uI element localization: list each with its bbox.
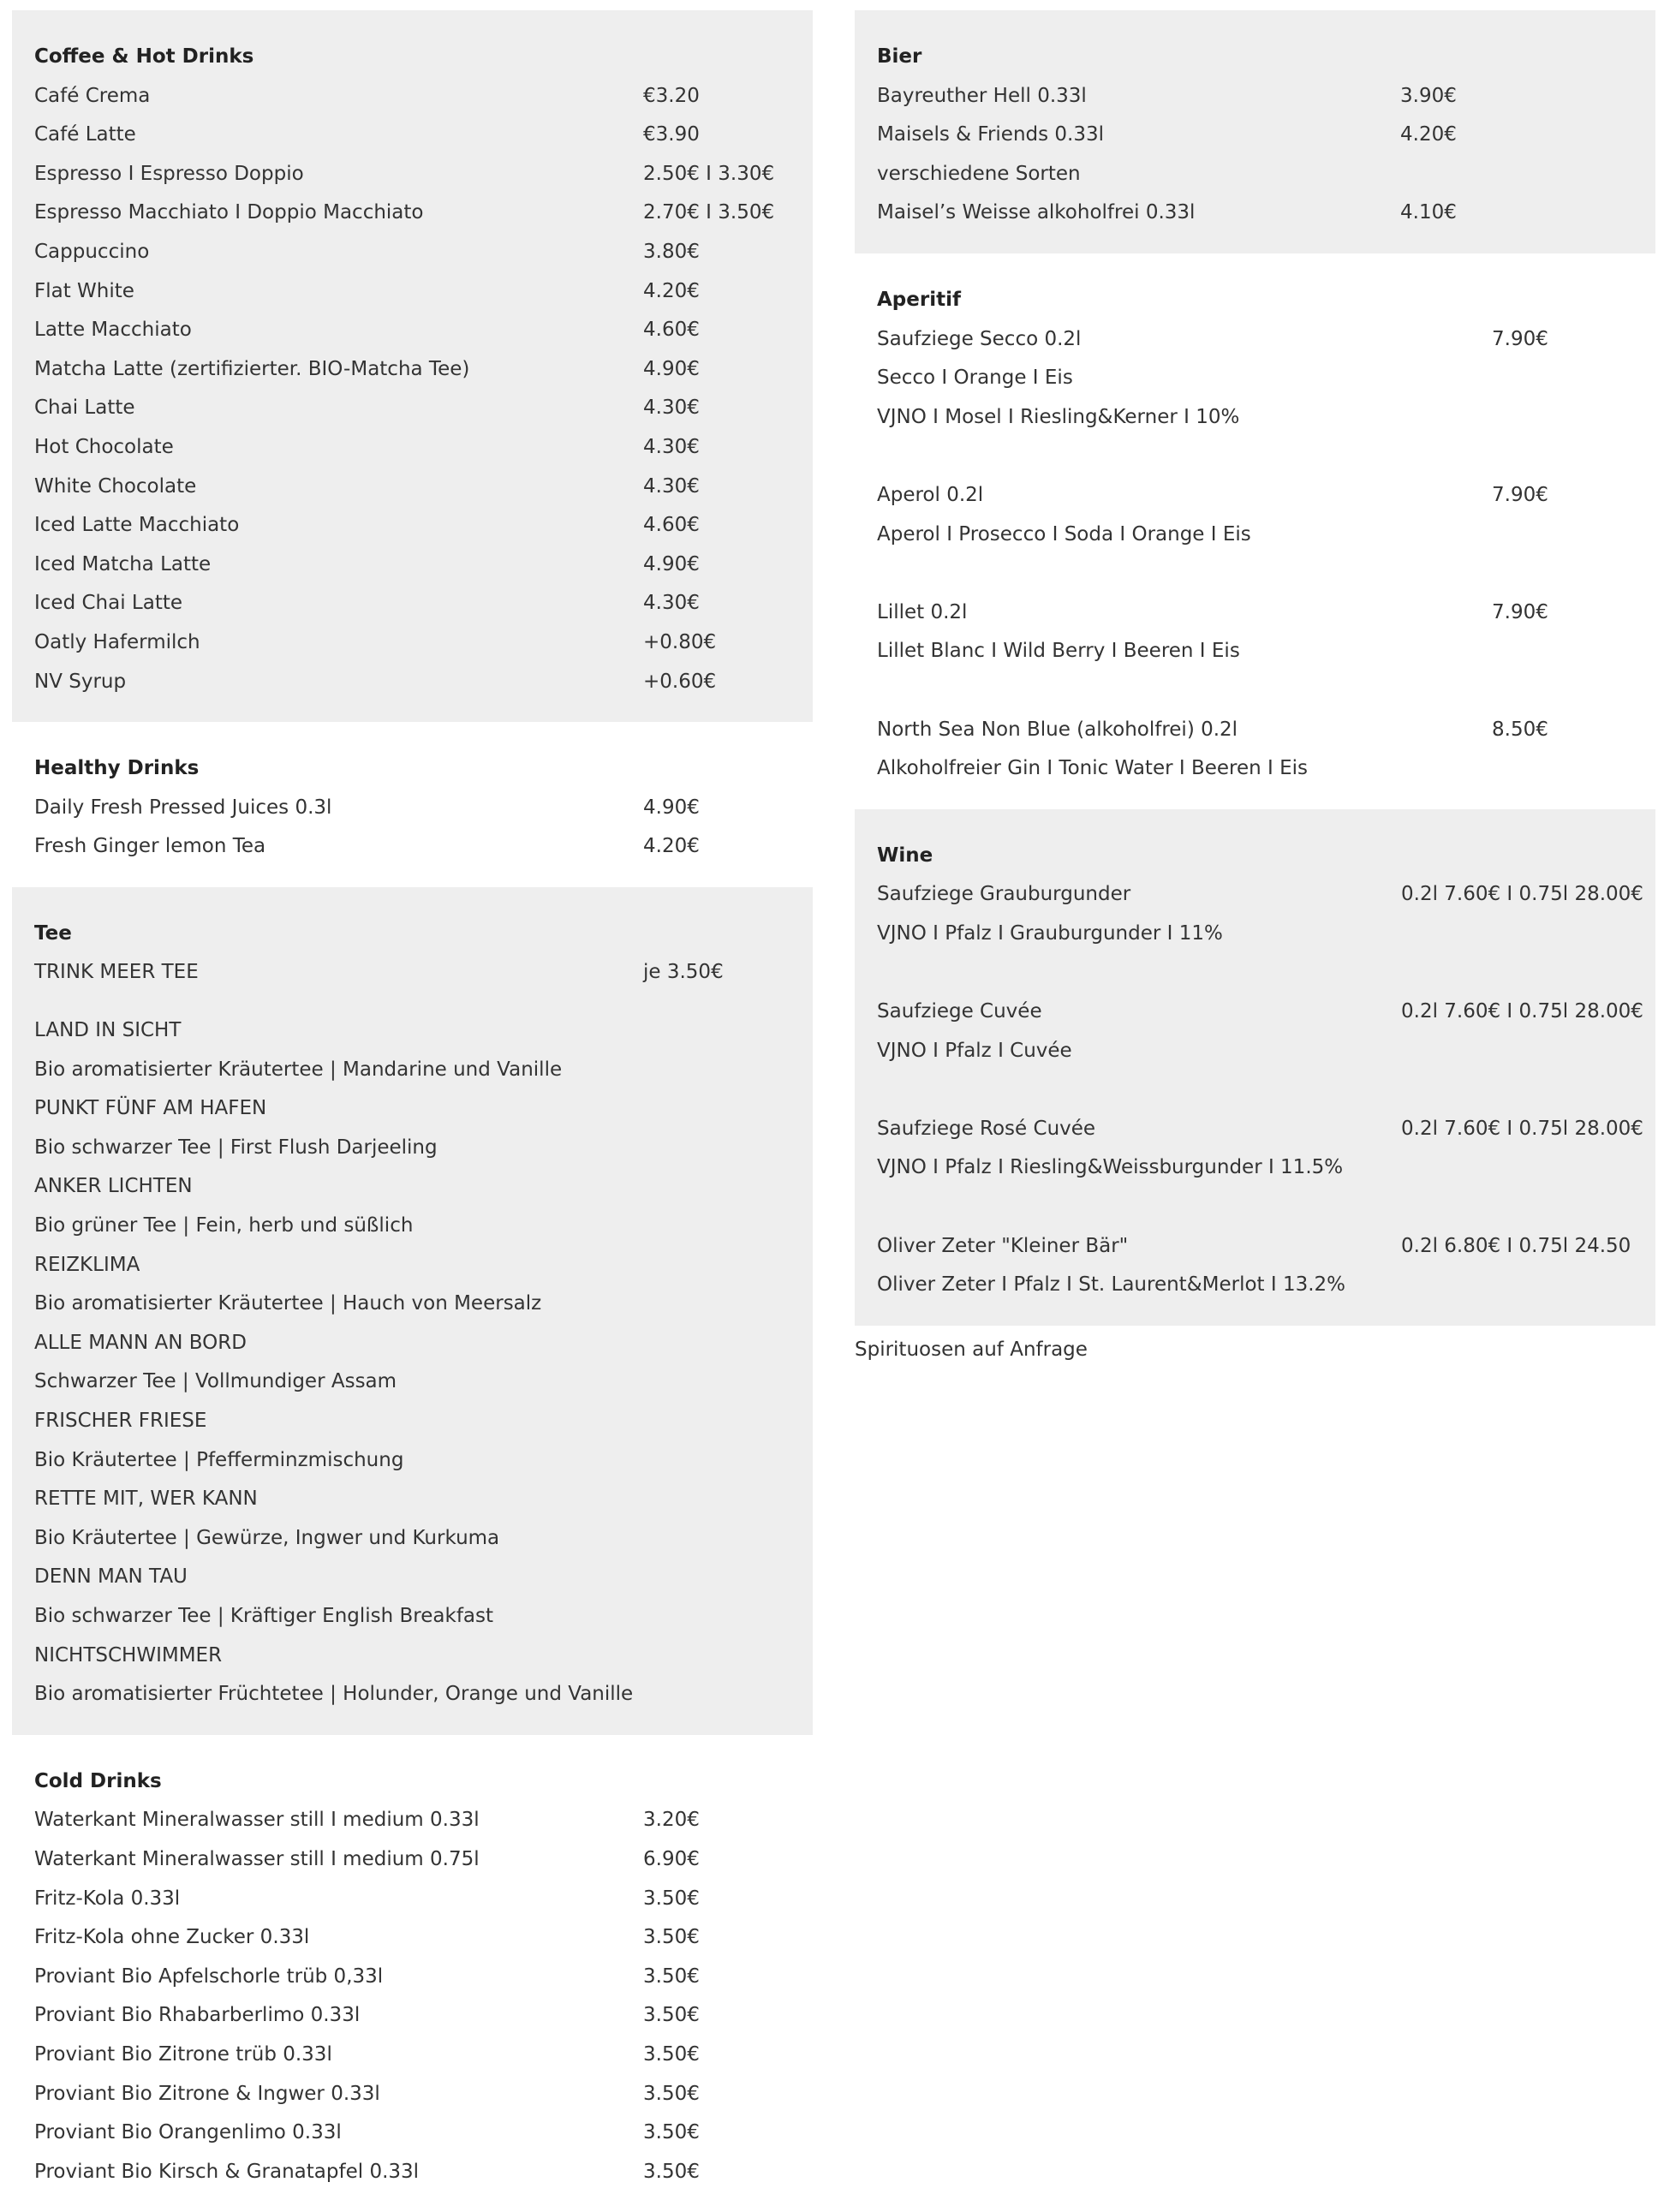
item-name: Bio Kräutertee | Pfefferminzmischung <box>34 1448 404 1471</box>
item-price: 4.60€ <box>643 319 700 342</box>
section-title: Cold Drinks <box>34 1769 162 1792</box>
item-name: DENN MAN TAU <box>34 1565 188 1589</box>
menu-item <box>34 389 790 428</box>
menu-item <box>34 350 790 390</box>
item-name: ALLE MANN AN BORD <box>34 1331 247 1354</box>
menu-item <box>877 711 1633 750</box>
item-name: Bio Kräutertee | Gewürze, Ingwer und Kurkuma <box>34 1526 500 1549</box>
menu-item <box>34 1011 790 1051</box>
menu-item <box>34 77 790 116</box>
spacer <box>877 437 1633 476</box>
item-price: 2.70€ I 3.50€ <box>643 201 775 224</box>
item-price: €3.20 <box>643 84 700 107</box>
menu-item <box>34 2114 790 2153</box>
menu-item <box>34 155 790 194</box>
item-price: 4.30€ <box>643 474 700 498</box>
item-name: Oliver Zeter "Kleiner Bär" <box>877 1234 1129 1257</box>
item-price: 6.90€ <box>643 1847 700 1870</box>
item-price: 7.90€ <box>1492 483 1548 506</box>
item-name: Oliver Zeter I Pfalz I St. Laurent&Merlot I 13.2% <box>877 1273 1346 1297</box>
item-name: North Sea Non Blue (alkoholfrei) 0.2l <box>877 718 1238 741</box>
menu-item <box>34 1958 790 1997</box>
item-price: 3.50€ <box>643 2160 700 2183</box>
menu-item <box>34 1051 790 1090</box>
item-name: Saufziege Cuvée <box>877 1000 1042 1023</box>
menu-item <box>877 749 1633 789</box>
menu-item <box>34 1637 790 1676</box>
item-name: Bio aromatisierter Früchtetee | Holunder, Orange und Vanille <box>34 1683 634 1706</box>
menu-item <box>34 546 790 585</box>
menu-item <box>877 1110 1643 1149</box>
item-price: €3.90 <box>643 123 700 146</box>
item-name: Latte Macchiato <box>34 319 192 342</box>
item-price: 3.80€ <box>643 240 700 263</box>
item-price: 4.20€ <box>643 279 700 302</box>
item-price: 4.20€ <box>1400 123 1457 146</box>
item-name: Aperol I Prosecco I Soda I Orange I Eis <box>877 522 1251 546</box>
menu-item <box>34 1519 790 1559</box>
item-name: Saufziege Grauburgunder <box>877 883 1131 906</box>
footer-note: Spirituosen auf Anfrage <box>855 1338 1088 1361</box>
item-name: verschiedene Sorten <box>877 162 1081 185</box>
right-column <box>855 10 1655 1369</box>
item-name: RETTE MIT, WER KANN <box>34 1488 258 1511</box>
menu-item <box>34 311 790 350</box>
item-price: 0.2l 7.60€ I 0.75l 28.00€ <box>1401 883 1643 906</box>
item-name: Cappuccino <box>34 240 150 263</box>
item-name: White Chocolate <box>34 474 197 498</box>
section-title: Aperitif <box>877 288 961 311</box>
item-name: Proviant Bio Zitrone & Ingwer 0.33l <box>34 2082 380 2105</box>
item-name: REIZKLIMA <box>34 1253 140 1276</box>
item-price: 4.20€ <box>643 835 700 858</box>
item-price: 4.90€ <box>643 796 700 819</box>
section-title: Healthy Drinks <box>34 757 200 780</box>
item-name: Bayreuther Hell 0.33l <box>877 84 1087 107</box>
item-name: Oatly Hafermilch <box>34 630 200 653</box>
menu-item <box>877 359 1633 398</box>
menu-item <box>877 875 1643 915</box>
item-name: Proviant Bio Apfelschorle trüb 0,33l <box>34 1965 384 1988</box>
menu-item <box>877 915 1633 954</box>
item-name: Proviant Bio Orangenlimo 0.33l <box>34 2121 342 2144</box>
item-price: 3.50€ <box>643 1965 700 1988</box>
menu-item <box>34 789 790 828</box>
item-price: 3.20€ <box>643 1809 700 1832</box>
menu-item <box>34 1207 790 1246</box>
left-column <box>12 10 813 2212</box>
menu-item <box>34 233 790 272</box>
item-name: Café Crema <box>34 84 151 107</box>
menu-item <box>34 1129 790 1168</box>
menu-item <box>34 1167 790 1207</box>
section-cold-drinks <box>12 1735 813 2212</box>
item-price: 4.90€ <box>643 552 700 575</box>
menu-item <box>34 663 790 702</box>
item-price: 4.60€ <box>643 514 700 537</box>
item-name: Matcha Latte (zertifizierter. BIO-Matcha Tee) <box>34 357 470 380</box>
item-name: Alkoholfreier Gin I Tonic Water I Beeren I Eis <box>877 757 1309 780</box>
item-name: PUNKT FÜNF AM HAFEN <box>34 1097 267 1120</box>
item-name: LAND IN SICHT <box>34 1019 182 1042</box>
item-name: Daily Fresh Pressed Juices 0.3l <box>34 796 332 819</box>
item-price: 4.30€ <box>643 592 700 615</box>
menu-item <box>877 155 1633 194</box>
item-name: Aperol 0.2l <box>877 483 984 506</box>
item-price: 3.50€ <box>643 1887 700 1910</box>
item-name: Hot Chocolate <box>34 435 174 458</box>
section-aperitif <box>855 253 1655 809</box>
item-name: FRISCHER FRIESE <box>34 1410 207 1432</box>
menu-item <box>34 623 790 663</box>
item-price: 0.2l 7.60€ I 0.75l 28.00€ <box>1401 1000 1643 1023</box>
menu-item <box>877 1227 1633 1267</box>
item-name: VJNO I Pfalz I Grauburgunder I 11% <box>877 921 1223 945</box>
item-name: ANKER LICHTEN <box>34 1175 193 1198</box>
item-name: Fritz-Kola 0.33l <box>34 1887 181 1910</box>
item-price: 3.50€ <box>643 1926 700 1949</box>
menu-item <box>877 516 1633 555</box>
item-price: 4.30€ <box>643 435 700 458</box>
item-price: 3.50€ <box>643 2004 700 2027</box>
menu-item <box>877 116 1633 155</box>
section-title: Tee <box>34 921 72 945</box>
item-price: +0.80€ <box>643 630 717 653</box>
menu-item <box>34 1801 790 1840</box>
menu-item <box>34 1880 790 1919</box>
item-name: Waterkant Mineralwasser still I medium 0.75l <box>34 1847 480 1870</box>
menu-item <box>34 953 790 993</box>
item-name: Maisel’s Weisse alkoholfrei 0.33l <box>877 201 1196 224</box>
menu-item <box>877 1266 1633 1305</box>
menu-item <box>34 194 790 233</box>
item-price: 7.90€ <box>1492 327 1548 350</box>
item-name: Bio aromatisierter Kräutertee | Mandarine und Vanille <box>34 1058 563 1081</box>
menu-item <box>877 476 1633 516</box>
spacer <box>877 1070 1633 1110</box>
item-name: Proviant Bio Zitrone trüb 0.33l <box>34 2042 332 2066</box>
item-price: 4.10€ <box>1400 201 1457 224</box>
menu-item <box>34 1246 790 1285</box>
menu-item <box>34 272 790 312</box>
item-name: Bio schwarzer Tee | First Flush Darjeeling <box>34 1136 438 1159</box>
menu-item <box>34 2036 790 2075</box>
section-bier <box>855 10 1655 253</box>
item-name: Schwarzer Tee | Vollmundiger Assam <box>34 1370 397 1393</box>
item-price: 3.50€ <box>643 2082 700 2105</box>
item-name: Espresso Macchiato I Doppio Macchiato <box>34 201 424 224</box>
spacer <box>877 671 1633 711</box>
item-name: NICHTSCHWIMMER <box>34 1643 223 1666</box>
menu-item <box>877 1148 1633 1188</box>
menu-item <box>877 593 1633 633</box>
item-price: 3.50€ <box>643 2121 700 2144</box>
menu-item <box>34 1402 790 1441</box>
item-price: 4.90€ <box>643 357 700 380</box>
menu-item <box>34 1558 790 1597</box>
section-title: Wine <box>877 844 933 867</box>
item-name: VJNO I Mosel I Riesling&Kerner I 10% <box>877 405 1240 428</box>
item-name: Proviant Bio Rhabarberlimo 0.33l <box>34 2004 361 2027</box>
menu-item <box>877 320 1633 360</box>
menu-item <box>34 1597 790 1637</box>
menu-item <box>34 1480 790 1519</box>
item-price: 0.2l 6.80€ I 0.75l 24.50 <box>1401 1234 1631 1257</box>
item-name: Lillet Blanc I Wild Berry I Beeren I Eis <box>877 640 1240 663</box>
item-price: 2.50€ I 3.30€ <box>643 162 775 185</box>
item-price: 7.90€ <box>1492 600 1548 623</box>
section-tee <box>12 887 813 1735</box>
item-name: Secco I Orange I Eis <box>877 367 1073 390</box>
menu-item <box>877 632 1633 671</box>
menu-item <box>34 468 790 507</box>
menu-item <box>877 993 1643 1032</box>
item-name: Iced Chai Latte <box>34 592 183 615</box>
item-name: Saufziege Secco 0.2l <box>877 327 1082 350</box>
section-coffee-hot-drinks <box>12 10 813 722</box>
item-name: Café Latte <box>34 123 136 146</box>
section-title: Coffee & Hot Drinks <box>34 45 254 68</box>
item-price: +0.60€ <box>643 670 717 693</box>
menu-item <box>34 2153 790 2192</box>
item-name: Bio grüner Tee | Fein, herb und süßlich <box>34 1214 414 1237</box>
menu-item <box>877 398 1633 438</box>
menu-item <box>877 194 1633 233</box>
item-name: Iced Latte Macchiato <box>34 514 240 537</box>
menu-item <box>34 116 790 155</box>
section-title: Bier <box>877 45 922 68</box>
menu-item <box>34 1441 790 1481</box>
menu-item <box>34 428 790 468</box>
item-name: Bio schwarzer Tee | Kräftiger English Breakfast <box>34 1604 494 1627</box>
item-price: 0.2l 7.60€ I 0.75l 28.00€ <box>1401 1117 1643 1140</box>
menu-item <box>34 827 790 867</box>
menu-item <box>34 1918 790 1958</box>
menu-item <box>34 1675 790 1714</box>
item-name: Flat White <box>34 279 134 302</box>
menu-item <box>34 506 790 546</box>
spacer <box>877 1188 1633 1227</box>
item-name: Fresh Ginger lemon Tea <box>34 835 266 858</box>
spacer <box>877 554 1633 593</box>
menu-item <box>34 1840 790 1880</box>
spacer <box>34 993 790 1011</box>
item-name: NV Syrup <box>34 670 127 693</box>
item-price: 4.30€ <box>643 396 700 420</box>
menu-item <box>34 2075 790 2114</box>
item-name: Iced Matcha Latte <box>34 552 212 575</box>
section-healthy-drinks <box>12 722 813 887</box>
item-price: 8.50€ <box>1492 718 1548 741</box>
item-name: Proviant Bio Kirsch & Granatapfel 0.33l <box>34 2160 420 2183</box>
item-name: Saufziege Rosé Cuvée <box>877 1117 1096 1140</box>
item-name: Bio aromatisierter Kräutertee | Hauch von Meersalz <box>34 1292 542 1315</box>
menu-item <box>34 1362 790 1402</box>
item-name: TRINK MEER TEE <box>34 961 199 984</box>
item-name: VJNO I Pfalz I Riesling&Weissburgunder I 11.5% <box>877 1156 1344 1179</box>
item-price: je 3.50€ <box>643 961 724 984</box>
right-sections <box>855 10 1655 1326</box>
item-name: Chai Latte <box>34 396 135 420</box>
item-name: Lillet 0.2l <box>877 600 968 623</box>
menu-item <box>34 584 790 623</box>
item-price: 3.50€ <box>643 2042 700 2066</box>
item-name: Fritz-Kola ohne Zucker 0.33l <box>34 1926 310 1949</box>
menu-item <box>877 1032 1633 1071</box>
item-name: Waterkant Mineralwasser still I medium 0.33l <box>34 1809 480 1832</box>
spacer <box>877 953 1633 993</box>
item-name: Espresso I Espresso Doppio <box>34 162 304 185</box>
menu-item <box>34 1285 790 1324</box>
menu-item <box>34 1324 790 1363</box>
item-price: 3.90€ <box>1400 84 1457 107</box>
item-name: Maisels & Friends 0.33l <box>877 123 1105 146</box>
menu-item <box>877 77 1633 116</box>
menu-item <box>34 1996 790 2036</box>
section-wine <box>855 809 1655 1326</box>
menu-item <box>34 1089 790 1129</box>
item-name: VJNO I Pfalz I Cuvée <box>877 1039 1072 1062</box>
